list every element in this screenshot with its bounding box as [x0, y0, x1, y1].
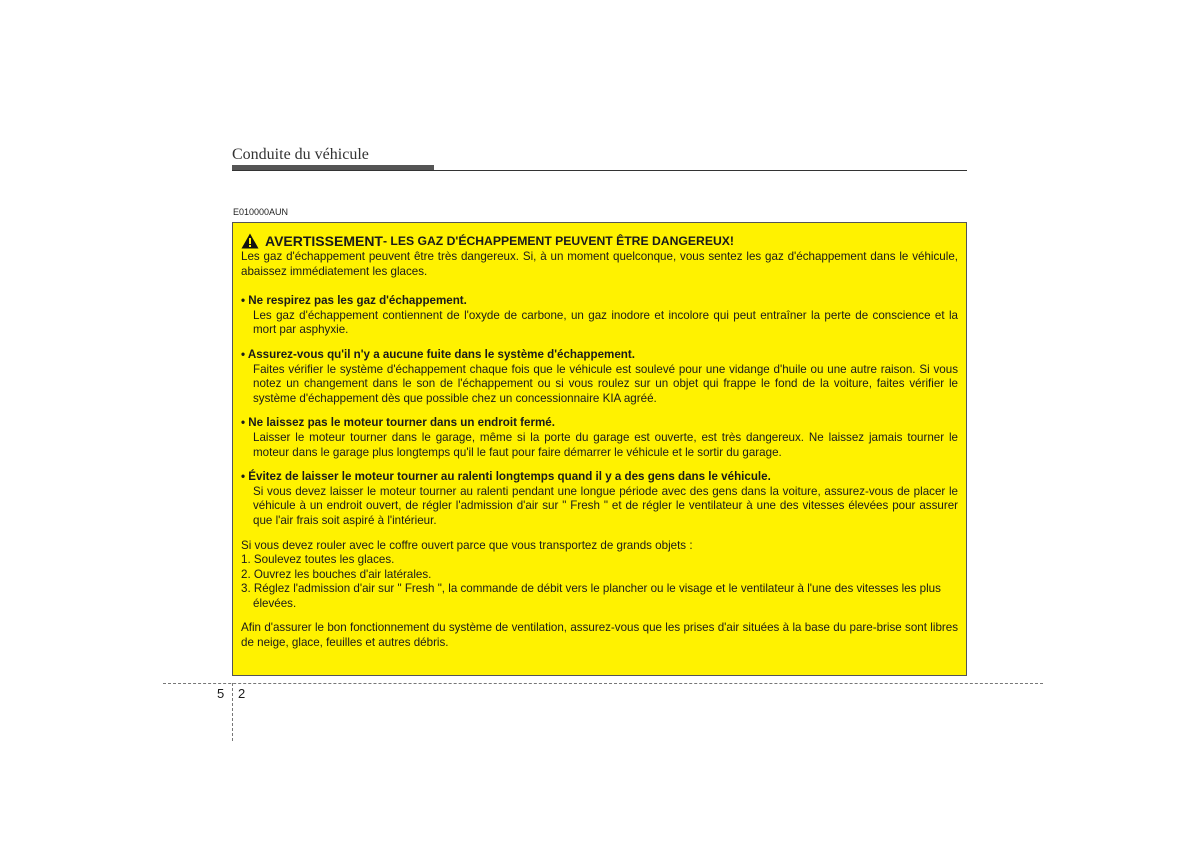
warning-intro: Les gaz d'échappement peuvent être très dangereux. Si, à un moment quelconque, vous sentez les gaz d'échappement dans le véhicule, abaissez immédiatement les glaces.	[241, 250, 958, 278]
page-number: 2	[238, 686, 246, 701]
bullet-item	[241, 348, 958, 406]
bullet-body: Les gaz d'échappement contiennent de l'oxyde de carbone, un gaz inodore et incolore qui peut entraîner la perte de conscience et la mort par asphyxie.	[253, 308, 958, 337]
bullet-title: • Ne respirez pas les gaz d'échappement.	[241, 294, 467, 308]
bullet-body: Faites vérifier le système d'échappement chaque fois que le véhicule est soulevé pour une vidange d'huile ou une autre raison. Si vous notez un changement dans le son de l'échappement ou si vous roulez sur un objet qui frappe le fond de la voiture, faites vérifier le système d'échappement dès que possible chez un concessionnaire KIA agréé.	[253, 362, 958, 405]
warning-box	[232, 222, 967, 676]
bullet-body: Si vous devez laisser le moteur tourner au ralenti pendant une longue période avec des gens dans la voiture, assurez-vous de placer le véhicule à un endroit ouvert, de régler l'admission d'air sur " Fresh " et de régler le ventilateur à une des vitesses élevées pour assurer que l'air frais soit aspiré à l'intérieur.	[253, 484, 958, 527]
footer-vertical-divider	[232, 683, 233, 741]
warning-triangle-icon	[241, 233, 259, 249]
footer-divider	[163, 683, 1043, 684]
bullet-title: • Évitez de laisser le moteur tourner au ralenti longtemps quand il y a des gens dans le véhicule.	[241, 470, 771, 484]
step-item: 3. Réglez l'admission d'air sur " Fresh ", la commande de débit vers le plancher ou le visage et le ventilateur à l'une des vitesses les plus élevées.	[241, 582, 941, 610]
bullet-body: Laisser le moteur tourner dans le garage, même si la porte du garage est ouverte, est très dangereux. Ne laissez jamais tourner le moteur dans le garage plus longtemps qu'il le faut pour faire démarrer le véhicule et le sortir du garage.	[253, 430, 958, 459]
section-title: Conduite du véhicule	[232, 146, 369, 163]
trunk-intro: Si vous devez rouler avec le coffre ouvert parce que vous transportez de grands objets :	[241, 538, 693, 552]
chapter-number: 5	[217, 686, 225, 701]
document-code: E010000AUN	[233, 207, 289, 217]
closing-note: Afin d'assurer le bon fonctionnement du système de ventilation, assurez-vous que les prises d'air situées à la base du pare-brise sont libres de neige, glace, feuilles et autres débris.	[241, 621, 958, 650]
title-rule	[232, 170, 967, 171]
step-item: 1. Soulevez toutes les glaces.	[241, 553, 395, 567]
bullet-item	[241, 416, 958, 460]
bullet-item	[241, 294, 958, 338]
bullet-item	[241, 470, 958, 528]
bullet-title: • Ne laissez pas le moteur tourner dans un endroit fermé.	[241, 416, 555, 430]
step-item: 2. Ouvrez les bouches d'air latérales.	[241, 567, 432, 581]
bullet-title: • Assurez-vous qu'il n'y a aucune fuite dans le système d'échappement.	[241, 347, 635, 361]
warning-heading-word: AVERTISSEMENT	[265, 232, 383, 249]
warning-heading	[241, 233, 958, 249]
warning-heading-subtitle: - LES GAZ D'ÉCHAPPEMENT PEUVENT ÊTRE DANGEREUX!	[382, 233, 734, 248]
